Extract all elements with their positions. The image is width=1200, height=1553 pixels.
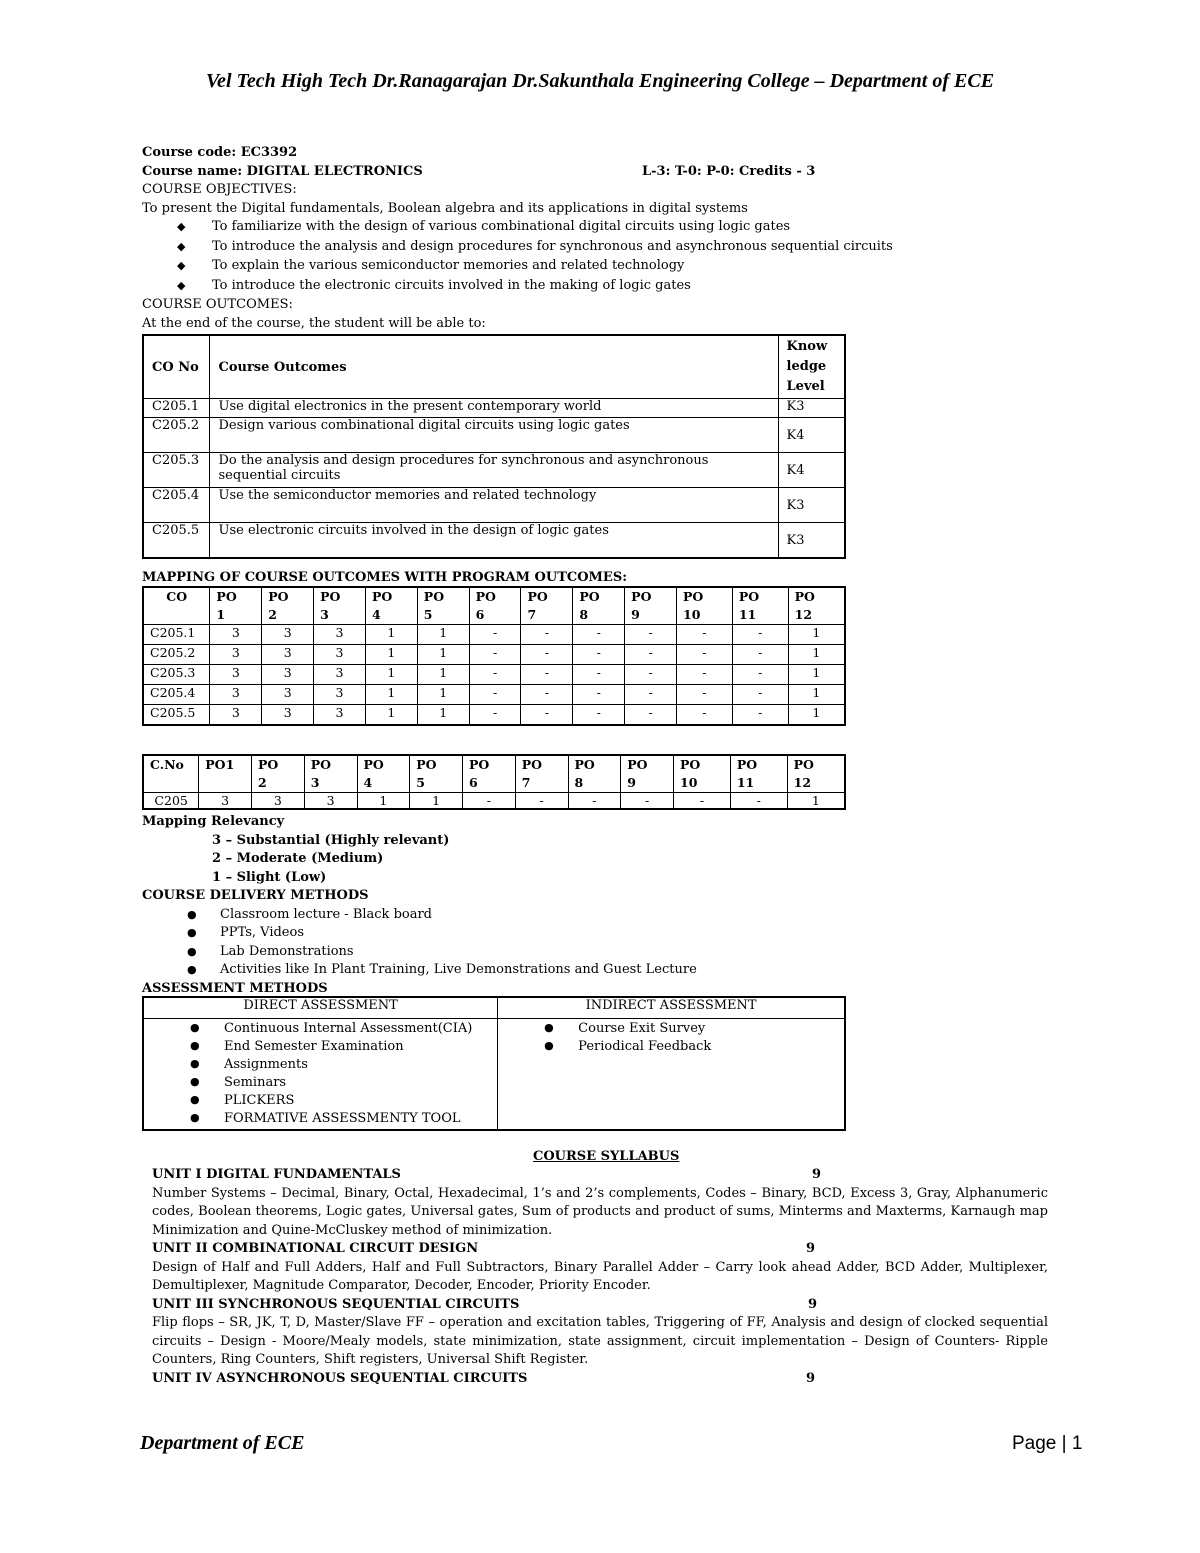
table-cell: 3 — [210, 625, 262, 645]
table-cell: - — [732, 705, 788, 726]
header-cell: PO 9 — [625, 587, 677, 625]
syllabus-units — [152, 1166, 1048, 1388]
table-cell: C205.1 — [143, 625, 210, 645]
unit-content: Design of Half and Full Adders, Half and Full Subtractors, Binary Parallel Adder – Carry look ahead Adder, BCD Adder, Multiplexer, Demultiplexer, Magnitude Comparator, Decoder, Encoder, Priority Encoder. — [152, 1259, 1048, 1293]
header-cell: PO 7 — [521, 587, 573, 625]
list-item: ◆ To explain the various semiconductor memories and related technology — [142, 257, 902, 277]
bullet-icon: ● — [544, 1039, 554, 1052]
unit-content: Flip flops – SR, JK, T, D, Master/Slave FF – operation and excitation tables, Triggering of FF, Analysis and design of clocked sequential circuits – Design - Moore/Mealy models, state minimization, state assignment, circuit implementation – Design of Counters- Ripple Counters, Ring Counters, Shift registers, Universal Shift Register. — [152, 1315, 1048, 1367]
header-cell: PO 12 — [787, 755, 845, 793]
course-outcomes-table — [142, 334, 846, 559]
bullet-icon: ● — [190, 1021, 200, 1034]
list-item: ● Seminars — [190, 1075, 287, 1090]
list-item: ● Course Exit Survey — [544, 1021, 706, 1036]
unit-title: UNIT IV ASYNCHRONOUS SEQUENTIAL CIRCUITS 9 — [152, 1370, 1048, 1389]
outcomes-heading: COURSE OUTCOMES: — [142, 297, 293, 312]
table-cell: 3 — [314, 685, 366, 705]
outcomes-intro: At the end of the course, the student will be able to: — [142, 315, 486, 331]
header-cell: PO 9 — [621, 755, 674, 793]
table-header-row — [143, 587, 845, 625]
table-cell: 3 — [262, 625, 314, 645]
list-item: ◆ To familiarize with the design of various combinational digital circuits using logic gates — [142, 218, 902, 238]
bullet-icon: ● — [190, 1075, 200, 1088]
table-cell: 3 — [252, 793, 305, 810]
table-cell: 3 — [314, 665, 366, 685]
table-header-row — [143, 335, 845, 399]
relevancy-item: 1 – Slight (Low) — [212, 869, 327, 885]
table-cell: 1 — [365, 705, 417, 726]
table-cell: 3 — [262, 665, 314, 685]
table-row — [143, 665, 845, 685]
table-cell: - — [573, 645, 625, 665]
relevancy-item: 2 – Moderate (Medium) — [212, 851, 384, 866]
table-cell: - — [521, 685, 573, 705]
table-cell: - — [521, 665, 573, 685]
table-cell: - — [463, 793, 516, 810]
table-cell: 1 — [788, 665, 845, 685]
bullet-icon: ● — [187, 963, 197, 976]
assessment-heading: ASSESSMENT METHODS — [142, 980, 328, 996]
direct-assessment-list — [144, 1021, 497, 1129]
header-cell: PO 4 — [357, 755, 410, 793]
diamond-bullet-icon: ◆ — [177, 239, 186, 253]
table-cell: - — [573, 625, 625, 645]
footer-department: Department of ECE — [140, 1432, 305, 1454]
indirect-assessment-list — [498, 1021, 844, 1057]
table-header-row — [143, 997, 845, 1019]
list-item: ● Periodical Feedback — [544, 1039, 712, 1054]
table-row: C205.3 Do the analysis and design procedures for synchronous and asynchronous sequential circuits K4 — [143, 453, 845, 488]
header-cell: PO 3 — [304, 755, 357, 793]
bullet-icon: ● — [190, 1039, 200, 1052]
table-cell: 1 — [788, 685, 845, 705]
table-cell: 1 — [417, 625, 469, 645]
table-cell: C205.3 — [143, 665, 210, 685]
table-cell: 1 — [417, 665, 469, 685]
table-cell: - — [568, 793, 621, 810]
table-row — [143, 685, 845, 705]
table-row — [143, 645, 845, 665]
bullet-icon: ● — [187, 926, 197, 939]
table-cell: - — [732, 645, 788, 665]
header-cell: PO1 — [199, 755, 252, 793]
table-cell: - — [677, 625, 733, 645]
list-item: ● PPTs, Videos — [142, 924, 902, 943]
table-cell: 1 — [365, 685, 417, 705]
table-cell: - — [621, 793, 674, 810]
table-cell: 3 — [210, 645, 262, 665]
unit-title: UNIT II COMBINATIONAL CIRCUIT DESIGN 9 — [152, 1240, 1048, 1259]
table-cell: - — [469, 685, 521, 705]
objectives-intro: To present the Digital fundamentals, Boolean algebra and its applications in digital systems — [142, 200, 748, 216]
table-row: C205.4 Use the semiconductor memories and related technology K3 — [143, 488, 845, 523]
table-cell: - — [625, 625, 677, 645]
course-po-summary-table — [142, 754, 846, 810]
table-cell: - — [469, 705, 521, 726]
table-cell: - — [573, 685, 625, 705]
list-item: ● FORMATIVE ASSESSMENTY TOOL — [190, 1111, 461, 1126]
table-cell: 3 — [262, 685, 314, 705]
objectives-heading: COURSE OBJECTIVES: — [142, 182, 297, 197]
table-cell: - — [625, 685, 677, 705]
unit-hours: 9 — [806, 1241, 816, 1256]
header-cell: PO 2 — [262, 587, 314, 625]
assessment-methods-table — [142, 996, 846, 1131]
table-cell: - — [677, 665, 733, 685]
table-cell: - — [732, 625, 788, 645]
table-cell: 1 — [788, 705, 845, 726]
table-cell: - — [674, 793, 731, 810]
table-cell: - — [732, 685, 788, 705]
header-cell: PO 8 — [573, 587, 625, 625]
table-cell: - — [677, 705, 733, 726]
table-cell: - — [469, 625, 521, 645]
header-cell: Course Outcomes — [210, 335, 778, 399]
table-cell: - — [521, 705, 573, 726]
table-cell: - — [677, 685, 733, 705]
header-cell: PO 12 — [788, 587, 845, 625]
table-cell: - — [521, 625, 573, 645]
bullet-icon: ● — [190, 1111, 200, 1124]
table-cell: 1 — [417, 705, 469, 726]
course-name-row — [142, 163, 902, 182]
page-header-title: Vel Tech High Tech Dr.Ranagarajan Dr.Sakunthala Engineering College – Department of ECE — [205, 70, 995, 92]
header-cell: CO No — [143, 335, 210, 399]
table-cell: 3 — [210, 665, 262, 685]
table-row: C205.1 Use digital electronics in the present contemporary world K3 — [143, 399, 845, 418]
header-cell: PO 3 — [314, 587, 366, 625]
table-cell: 3 — [262, 705, 314, 726]
table-cell: - — [573, 705, 625, 726]
header-cell: CO — [143, 587, 210, 625]
header-cell: PO 10 — [677, 587, 733, 625]
list-item: ● Activities like In Plant Training, Live Demonstrations and Guest Lecture — [142, 961, 902, 980]
table-cell: - — [521, 645, 573, 665]
mapping-heading: MAPPING OF COURSE OUTCOMES WITH PROGRAM OUTCOMES: — [142, 570, 628, 585]
table-cell: 3 — [314, 705, 366, 726]
header-cell: PO 6 — [463, 755, 516, 793]
unit-title: UNIT I DIGITAL FUNDAMENTALS 9 — [152, 1166, 1048, 1185]
table-cell: 1 — [788, 625, 845, 645]
header-cell: INDIRECT ASSESSMENT — [498, 997, 845, 1019]
table-cell: - — [573, 665, 625, 685]
table-cell: 1 — [788, 645, 845, 665]
relevancy-heading: Mapping Relevancy — [142, 814, 285, 829]
header-cell: PO 2 — [252, 755, 305, 793]
table-cell: 1 — [357, 793, 410, 810]
list-item: ◆ To introduce the analysis and design procedures for synchronous and asynchronous sequential circuits — [142, 238, 902, 258]
unit-hours: 9 — [812, 1167, 822, 1182]
table-cell: C205.4 — [143, 685, 210, 705]
table-cell: 1 — [410, 793, 463, 810]
table-cell: 3 — [210, 685, 262, 705]
header-cell: PO 6 — [469, 587, 521, 625]
course-info — [142, 144, 902, 333]
delivery-heading: COURSE DELIVERY METHODS — [142, 888, 369, 903]
table-cell: 1 — [417, 685, 469, 705]
table-row — [143, 705, 845, 726]
objectives-list — [142, 218, 902, 296]
delivery-list — [142, 906, 902, 980]
table-cell: C205.5 — [143, 705, 210, 726]
list-item: ● PLICKERS — [190, 1093, 295, 1108]
table-row — [143, 793, 845, 810]
bullet-icon: ● — [190, 1093, 200, 1106]
header-cell: DIRECT ASSESSMENT — [143, 997, 498, 1019]
header-cell: Know ledge Level — [778, 335, 845, 399]
bullet-icon: ● — [187, 944, 197, 958]
bullet-icon: ● — [190, 1057, 200, 1070]
relevancy-item: 3 – Substantial (Highly relevant) — [212, 832, 450, 848]
course-code: Course code: EC3392 — [142, 145, 298, 160]
table-cell: C205 — [143, 793, 199, 810]
table-cell: - — [625, 665, 677, 685]
course-credits: L-3: T-0: P-0: Credits - 3 — [642, 163, 816, 179]
table-cell: 3 — [210, 705, 262, 726]
table-cell: 1 — [417, 645, 469, 665]
table-cell: 3 — [262, 645, 314, 665]
diamond-bullet-icon: ◆ — [177, 278, 186, 292]
table-cell: 3 — [314, 625, 366, 645]
header-cell: PO 11 — [730, 755, 787, 793]
table-cell: - — [625, 645, 677, 665]
table-cell: - — [469, 645, 521, 665]
header-cell: PO 1 — [210, 587, 262, 625]
list-item: ● Classroom lecture - Black board — [142, 906, 902, 925]
course-name: Course name: DIGITAL ELECTRONICS — [142, 163, 423, 179]
table-row: C205.2 Design various combinational digital circuits using logic gates K4 — [143, 418, 845, 453]
header-cell: PO 5 — [410, 755, 463, 793]
header-cell: PO 10 — [674, 755, 731, 793]
table-cell: - — [515, 793, 568, 810]
table-cell: - — [469, 665, 521, 685]
table-cell: 1 — [787, 793, 845, 810]
table-cell: 1 — [365, 665, 417, 685]
table-cell: - — [625, 705, 677, 726]
header-cell: C.No — [143, 755, 199, 793]
unit-hours: 9 — [806, 1370, 816, 1386]
table-cell: 3 — [314, 645, 366, 665]
table-cell: 1 — [365, 625, 417, 645]
relevancy-and-delivery — [142, 813, 902, 998]
table-cell: - — [732, 665, 788, 685]
list-item: ◆ To introduce the electronic circuits involved in the making of logic gates — [142, 277, 902, 297]
list-item: ● Lab Demonstrations — [142, 943, 902, 962]
table-cell: 3 — [304, 793, 357, 810]
table-cell: C205.2 — [143, 645, 210, 665]
footer-page-number: Page | 1 — [1012, 1433, 1083, 1454]
table-cell: - — [677, 645, 733, 665]
table-row — [143, 625, 845, 645]
list-item: ● End Semester Examination — [190, 1039, 404, 1054]
table-cell: 3 — [199, 793, 252, 810]
table-row — [143, 1019, 845, 1131]
header-cell: PO 11 — [732, 587, 788, 625]
bullet-icon: ● — [544, 1021, 554, 1034]
list-item: ● Assignments — [190, 1057, 308, 1072]
list-item: ● Continuous Internal Assessment(CIA) — [190, 1021, 473, 1036]
syllabus-heading: COURSE SYLLABUS — [533, 1149, 680, 1164]
diamond-bullet-icon: ◆ — [177, 220, 186, 233]
header-cell: PO 5 — [417, 587, 469, 625]
unit-content: Number Systems – Decimal, Binary, Octal, Hexadecimal, 1’s and 2’s complements, Codes – Binary, BCD, Excess 3, Gray, Alphanumeric codes, Boolean theorems, Logic gates, Universal gates, Sum of products and product of sums, Minterms and Maxterms, Karnaugh map Minimization and Quine-McCluskey method of minimization. — [152, 1185, 1048, 1238]
unit-hours: 9 — [808, 1296, 818, 1312]
table-row: C205.5 Use electronic circuits involved in the design of logic gates K3 — [143, 523, 845, 559]
table-header-row — [143, 755, 845, 793]
table-cell: - — [730, 793, 787, 810]
header-cell: PO 8 — [568, 755, 621, 793]
co-po-mapping-table — [142, 586, 846, 726]
diamond-bullet-icon: ◆ — [177, 259, 186, 272]
header-cell: PO 7 — [515, 755, 568, 793]
unit-title: UNIT III SYNCHRONOUS SEQUENTIAL CIRCUITS 9 — [152, 1296, 1048, 1315]
table-cell: 1 — [365, 645, 417, 665]
header-cell: PO 4 — [365, 587, 417, 625]
bullet-icon: ● — [187, 907, 197, 921]
